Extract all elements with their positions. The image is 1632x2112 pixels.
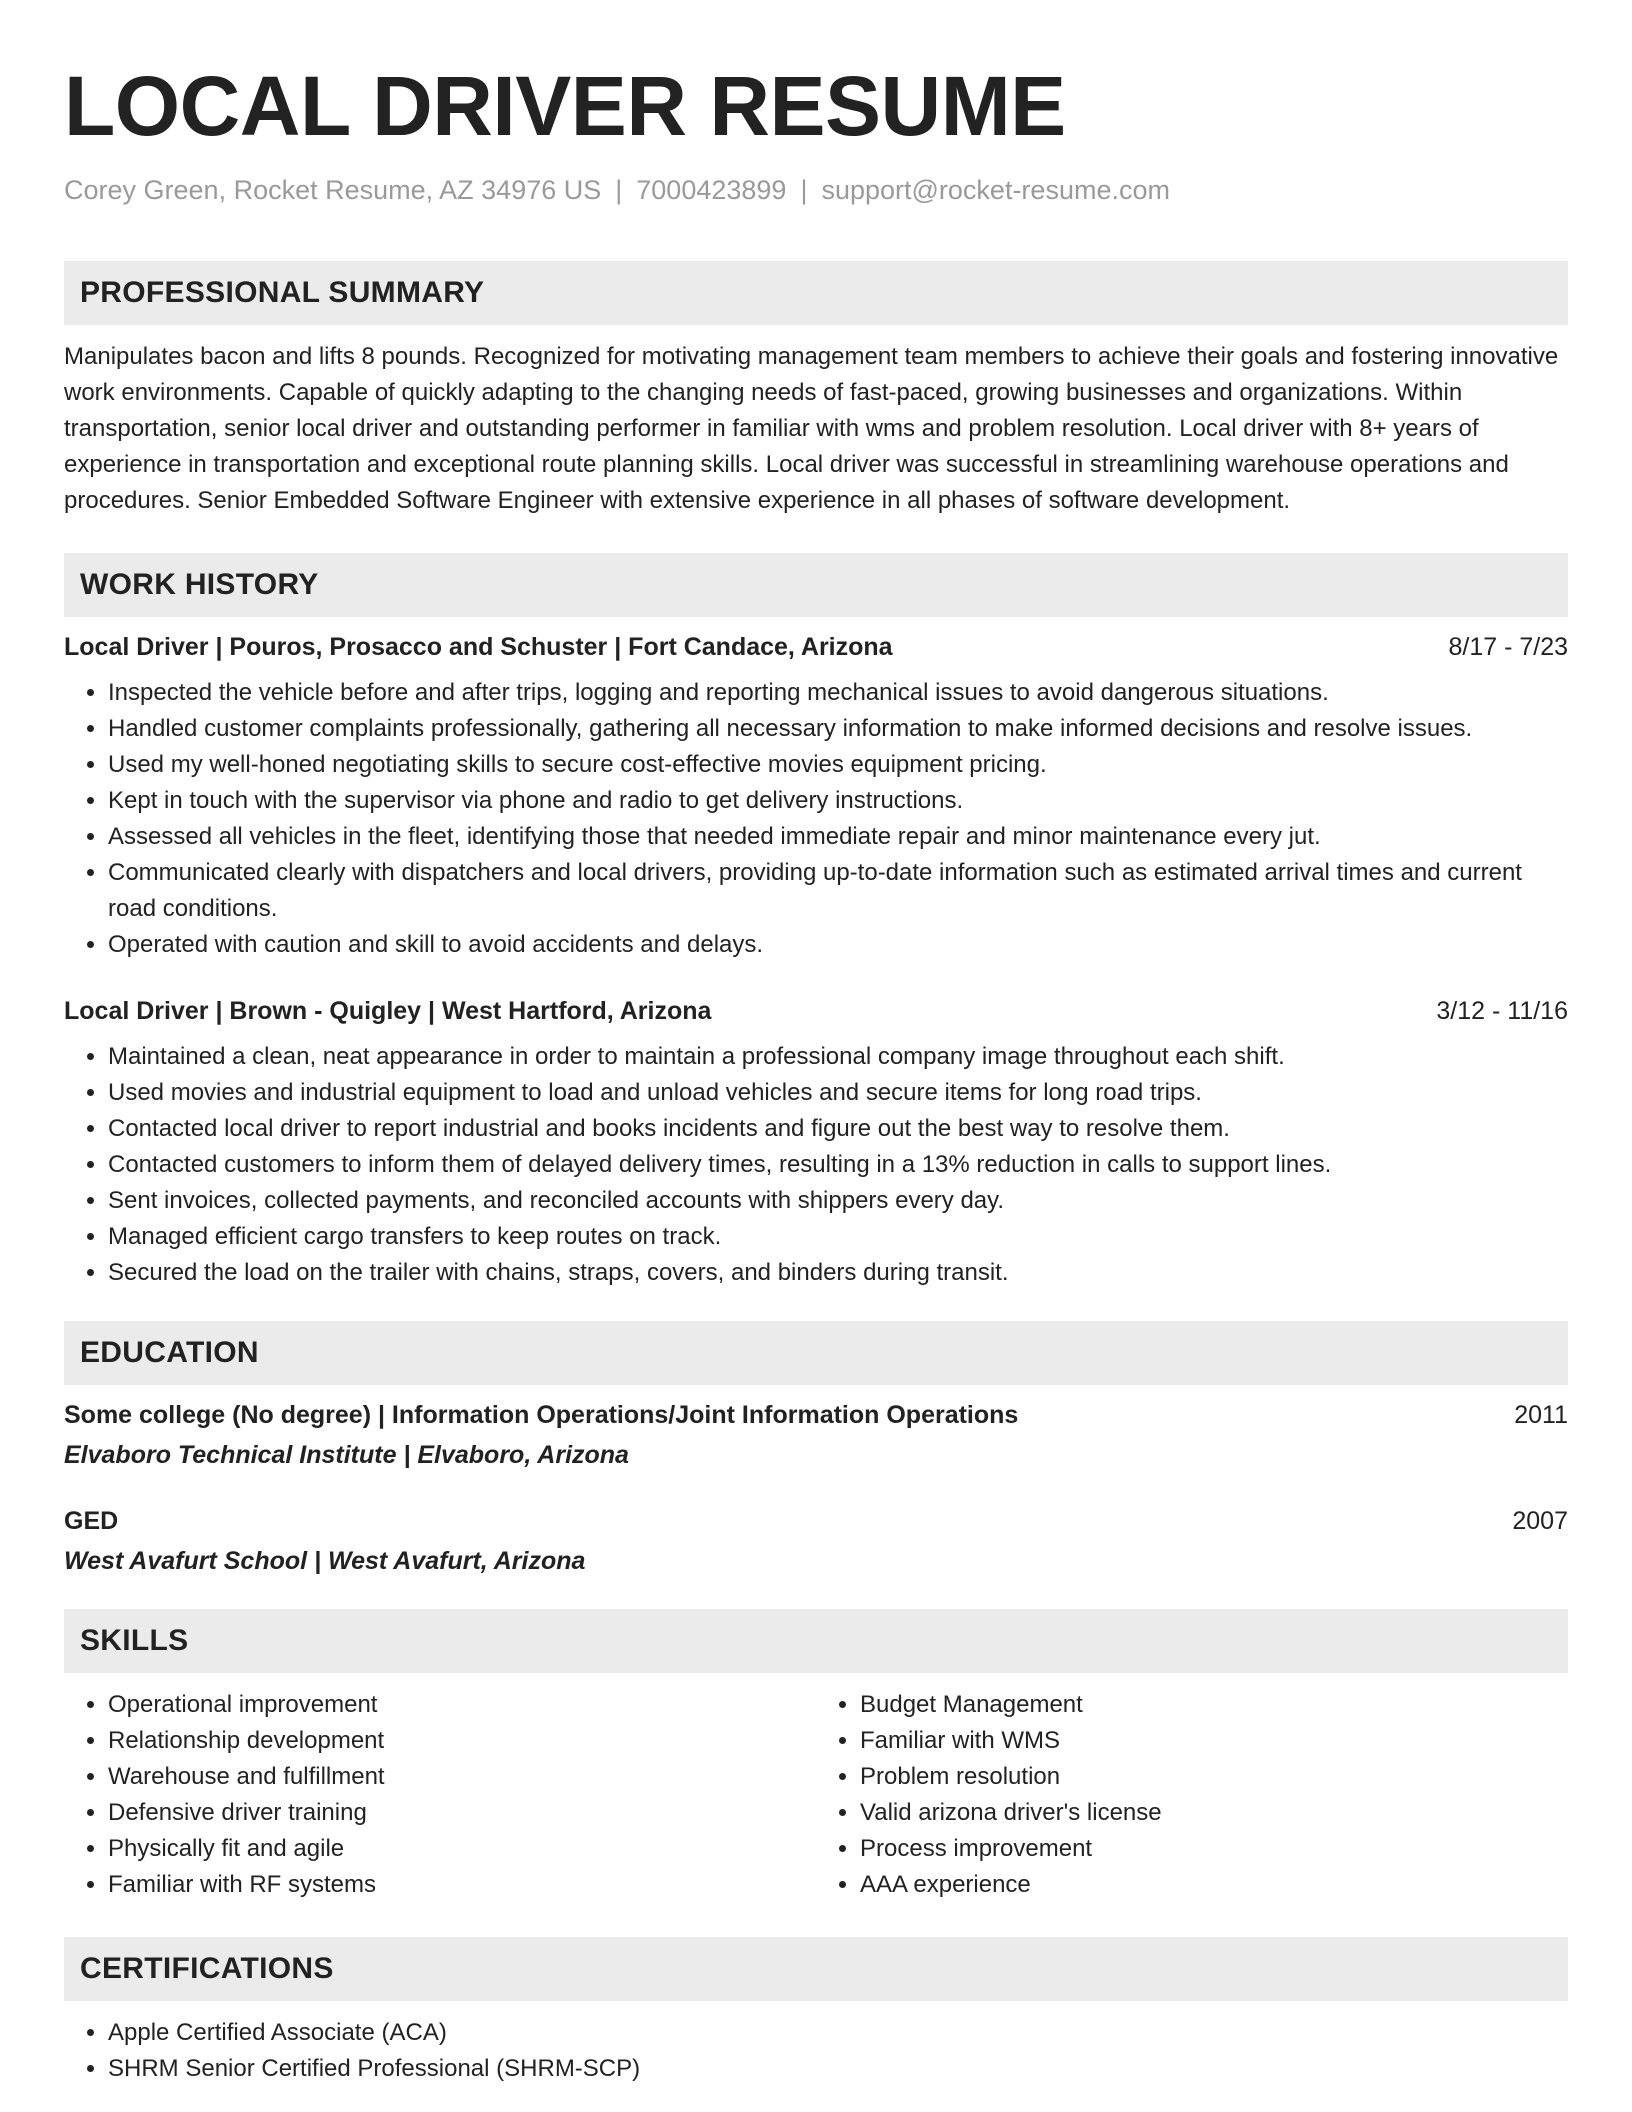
job-entry <box>64 993 1568 1291</box>
list-item: • SHRM Senior Certified Professional (SHRM-SCP) <box>108 2051 1568 2087</box>
education-entry <box>64 1397 1568 1473</box>
education-school: West Avafurt School | West Avafurt, Arizona <box>64 1547 586 1575</box>
education-year: 2011 <box>1514 1401 1568 1429</box>
education-header <box>64 1397 1568 1433</box>
job-header <box>64 993 1568 1029</box>
list-item: • Operational improvement <box>108 1687 816 1723</box>
list-item: • AAA experience <box>860 1867 1568 1903</box>
job-header <box>64 629 1568 665</box>
list-item: • Maintained a clean, neat appearance in order to maintain a professional company image throughout each shift. <box>108 1039 1568 1075</box>
list-item: • Used my well-honed negotiating skills to secure cost-effective movies equipment pricing. <box>108 747 1568 783</box>
section-header-certifications: CERTIFICATIONS <box>64 1937 1568 2001</box>
list-item: • Inspected the vehicle before and after trips, logging and reporting mechanical issues to avoid dangerous situations. <box>108 675 1568 711</box>
list-item: • Contacted customers to inform them of delayed delivery times, resulting in a 13% reduction in calls to support lines. <box>108 1147 1568 1183</box>
list-item: • Handled customer complaints professionally, gathering all necessary information to make informed decisions and resolve issues. <box>108 711 1568 747</box>
education-header <box>64 1503 1568 1539</box>
contact-separator: | <box>800 175 808 205</box>
skills-list-right <box>816 1687 1568 1903</box>
education-year: 2007 <box>1512 1507 1568 1535</box>
list-item: • Managed efficient cargo transfers to keep routes on track. <box>108 1219 1568 1255</box>
list-item: • Operated with caution and skill to avoid accidents and delays. <box>108 927 1568 963</box>
job-entry <box>64 629 1568 963</box>
job-dates: 8/17 - 7/23 <box>1448 633 1568 661</box>
job-title: Local Driver | Brown - Quigley | West Hartford, Arizona <box>64 997 712 1025</box>
list-item: • Communicated clearly with dispatchers and local drivers, providing up-to-date information such as estimated arrival times and current road conditions. <box>108 855 1568 927</box>
section-header-skills: SKILLS <box>64 1609 1568 1673</box>
list-item: • Problem resolution <box>860 1759 1568 1795</box>
education-school: Elvaboro Technical Institute | Elvaboro, Arizona <box>64 1441 629 1469</box>
job-title: Local Driver | Pouros, Prosacco and Schuster | Fort Candace, Arizona <box>64 633 893 661</box>
education-degree: Some college (No degree) | Information Operations/Joint Information Operations <box>64 1401 1019 1429</box>
contact-email[interactable]: support@rocket-resume.com <box>821 175 1170 205</box>
list-item: • Defensive driver training <box>108 1795 816 1831</box>
list-item: • Sent invoices, collected payments, and reconciled accounts with shippers every day. <box>108 1183 1568 1219</box>
job-dates: 3/12 - 11/16 <box>1436 997 1568 1025</box>
list-item: • Kept in touch with the supervisor via phone and radio to get delivery instructions. <box>108 783 1568 819</box>
job-duties <box>64 1039 1568 1291</box>
contact-address: Corey Green, Rocket Resume, AZ 34976 US <box>64 175 602 205</box>
list-item: • Apple Certified Associate (ACA) <box>108 2015 1568 2051</box>
list-item: • Valid arizona driver's license <box>860 1795 1568 1831</box>
list-item: • Physically fit and agile <box>108 1831 816 1867</box>
contact-separator: | <box>615 175 623 205</box>
page-title: LOCAL DRIVER RESUME <box>64 59 1066 153</box>
contact-phone: 7000423899 <box>636 175 787 205</box>
list-item: • Familiar with WMS <box>860 1723 1568 1759</box>
certifications-list <box>64 2015 1568 2087</box>
list-item: • Process improvement <box>860 1831 1568 1867</box>
section-header-education: EDUCATION <box>64 1321 1568 1385</box>
list-item: • Familiar with RF systems <box>108 1867 816 1903</box>
skills-list-left <box>64 1687 816 1903</box>
list-item: • Warehouse and fulfillment <box>108 1759 816 1795</box>
list-item: • Secured the load on the trailer with chains, straps, covers, and binders during transit. <box>108 1255 1568 1291</box>
job-duties <box>64 675 1568 963</box>
section-header-summary: PROFESSIONAL SUMMARY <box>64 261 1568 325</box>
education-entry <box>64 1503 1568 1579</box>
contact-line <box>64 170 1568 210</box>
list-item: • Budget Management <box>860 1687 1568 1723</box>
list-item: • Assessed all vehicles in the fleet, identifying those that needed immediate repair and minor maintenance every jut. <box>108 819 1568 855</box>
summary-text: Manipulates bacon and lifts 8 pounds. Recognized for motivating management team members to achieve their goals and fostering innovative work environments. Capable of quickly adapting to the changing needs of fast-paced, growing businesses and organizations. Within transportation, senior local driver and outstanding performer in familiar with wms and problem resolution. Local driver with 8+ years of experience in transportation and exceptional route planning skills. Local driver was successful in streamlining warehouse operations and procedures. Senior Embedded Software Engineer with extensive experience in all phases of software development. <box>64 343 1559 514</box>
list-item: • Relationship development <box>108 1723 816 1759</box>
section-header-work-history: WORK HISTORY <box>64 553 1568 617</box>
list-item: • Contacted local driver to report industrial and books incidents and figure out the best way to resolve them. <box>108 1111 1568 1147</box>
skills-columns <box>64 1673 1568 1903</box>
list-item: • Used movies and industrial equipment to load and unload vehicles and secure items for long road trips. <box>108 1075 1568 1111</box>
education-degree: GED <box>64 1507 119 1535</box>
